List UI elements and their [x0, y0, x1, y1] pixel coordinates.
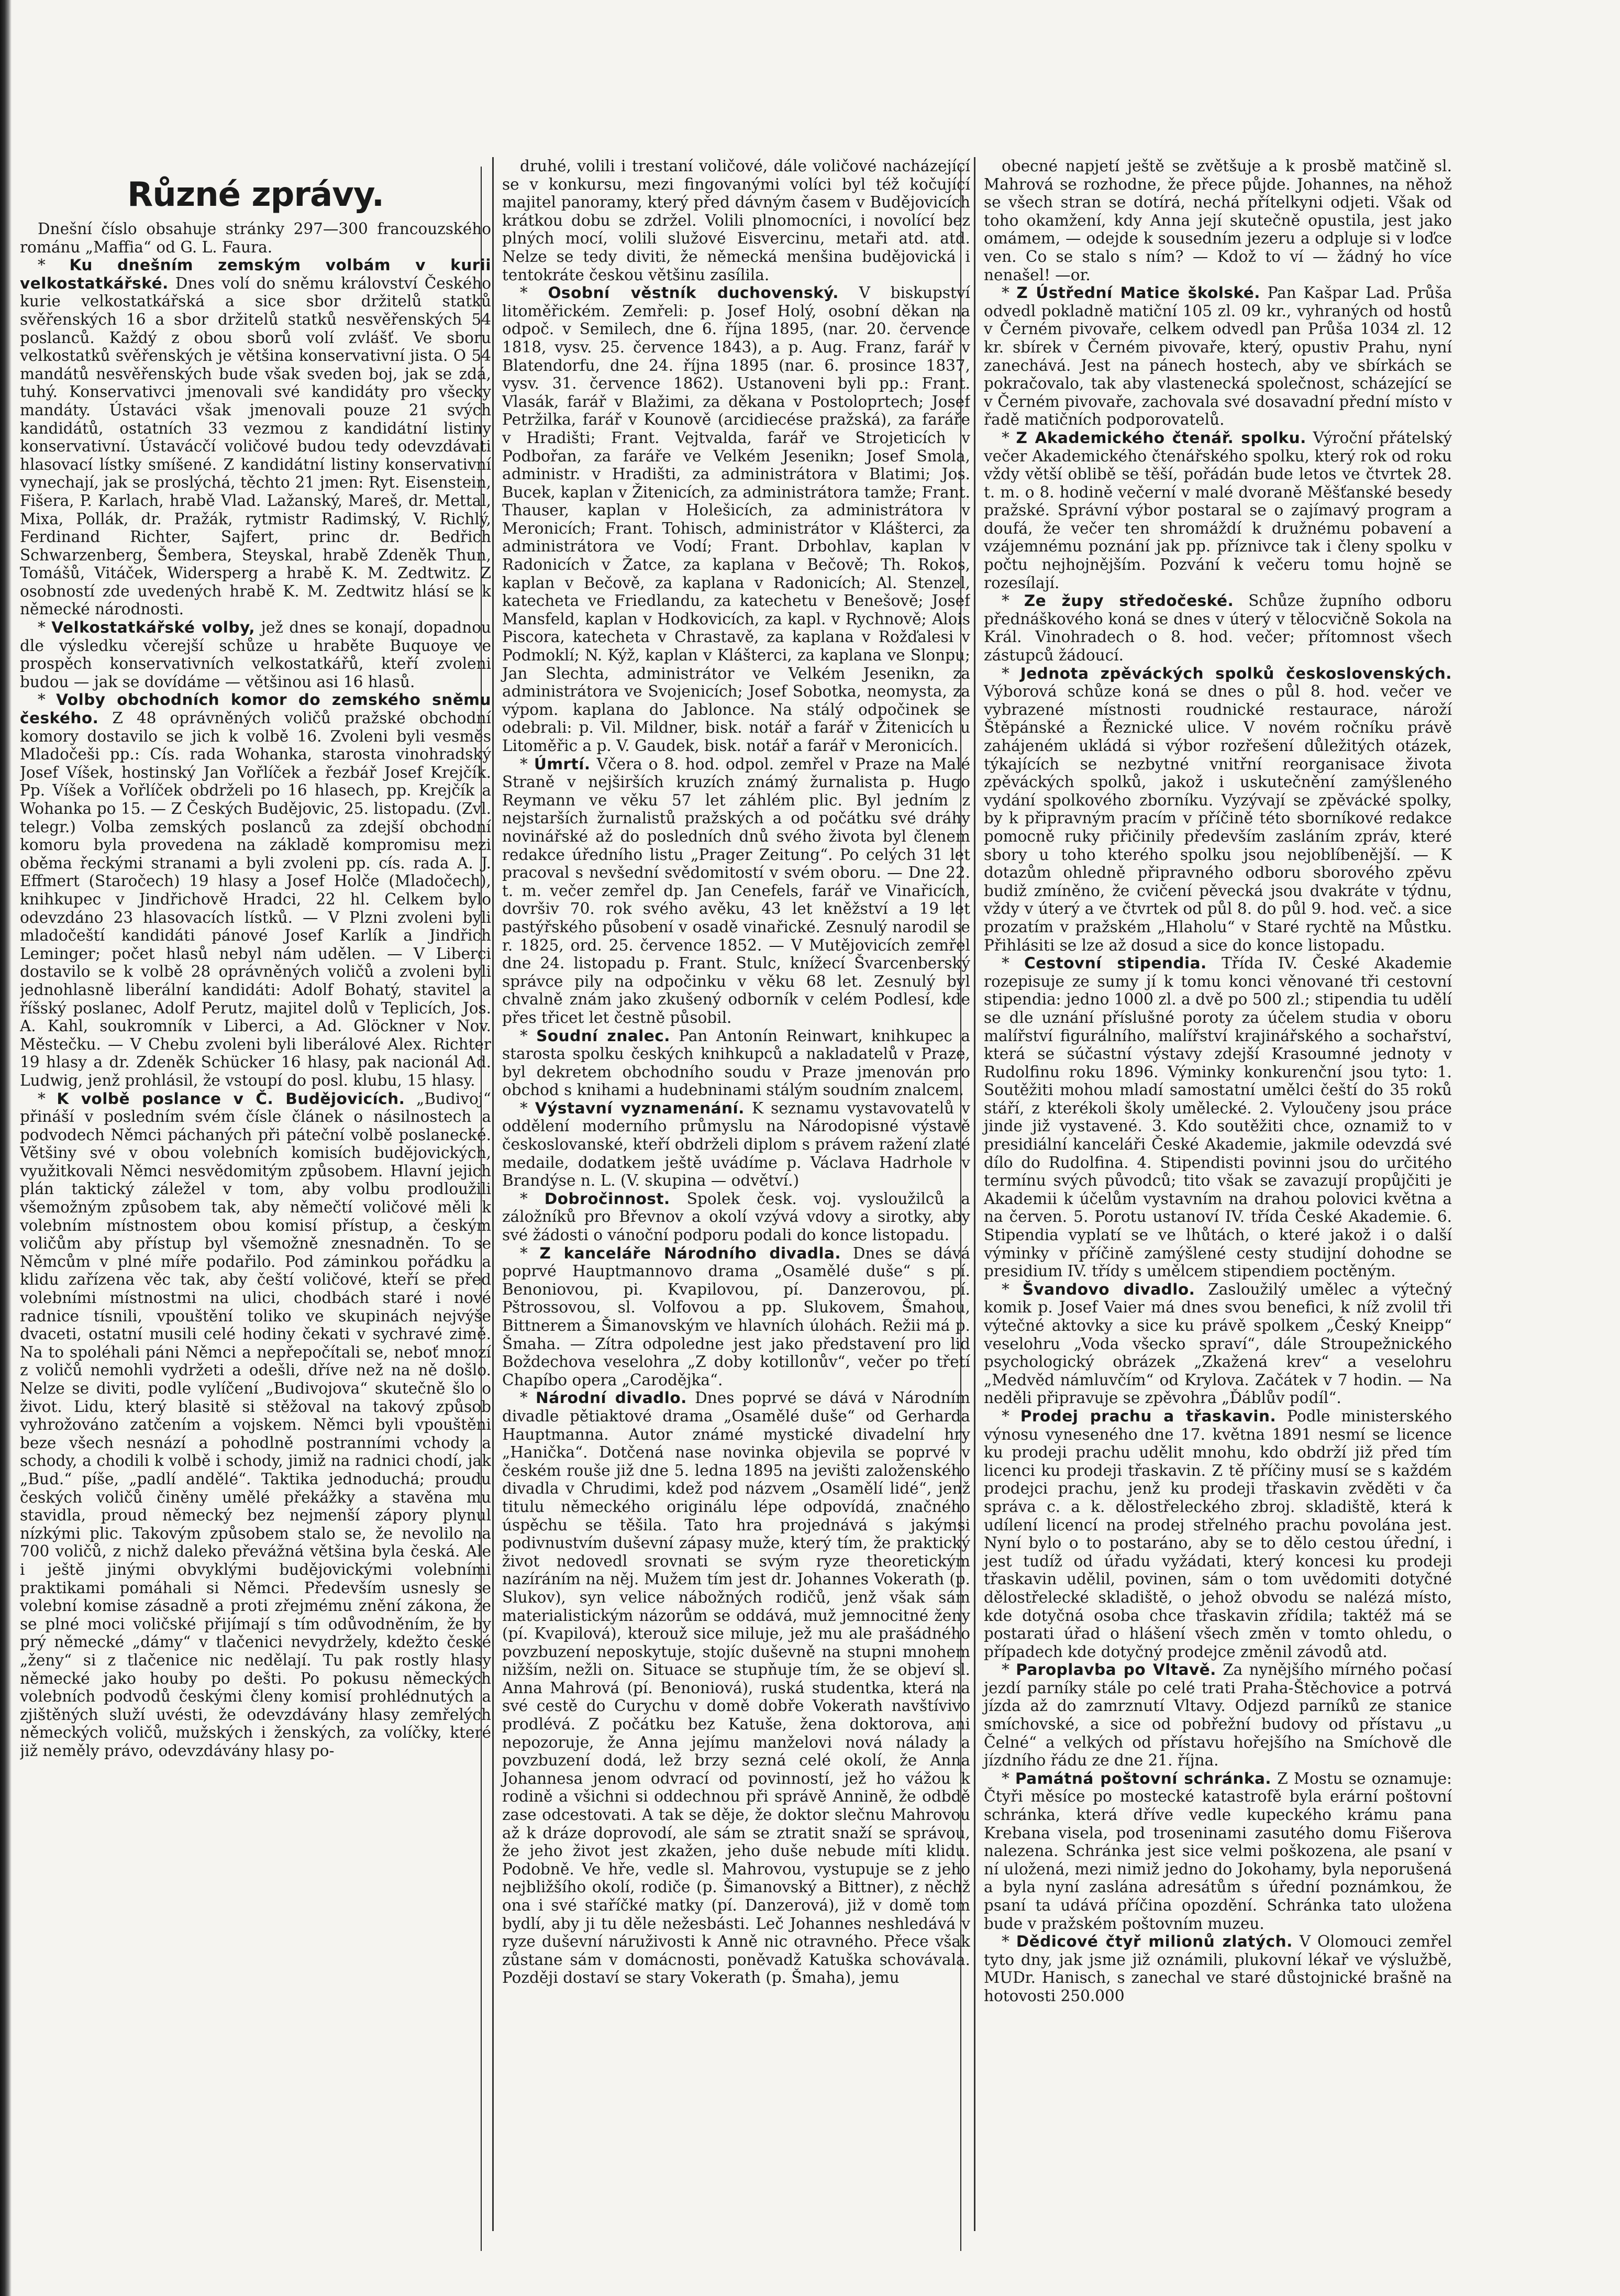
- news-item-text: jež dnes se konají, dopadnou dle výsledku včerejší schůze u hraběte Buquoye ve prospěch konservativních velkostatkářů, kteří zvoleni budou — jak se dovídáme — většinou asi 16 hlasů.: [20, 619, 491, 691]
- news-item-heading: Památná poštovní schránka.: [1015, 1769, 1272, 1787]
- news-item-heading: Paroplavba po Vltavě.: [1016, 1661, 1216, 1679]
- news-item-heading: Volby obchodních komor do zemského sněmu českého.: [20, 691, 491, 727]
- news-item-text: Za nynějšího mírného počasí jezdí parníky stále po celé trati Praha-Štěchovice a potrvá jízda až do zamrznutí Vltavy. Odjezd parníků ze stanice smíchovské, a sice od pobřežní budovy od přístavu „u Čelné“ a velkých od přístavu hořejšího na Smíchově dle jízdního řádu ze dne 21. října.: [984, 1661, 1452, 1770]
- news-item-text: Pan Antonín Reinwart, knihkupec a starosta spolku českých knihkupců a nakladatelů v Praze, byl dekretem obchodního soudu v Praze jmenován pro obchod s knihami a hudebninami stálým soudním znalcem.: [502, 1026, 970, 1099]
- news-item-heading: Osobní věstník duchovenský.: [548, 284, 839, 302]
- news-item-heading: Švandovo divadlo.: [1022, 1280, 1195, 1298]
- news-item: * Ku dnešním zemským volbám v kurii velkostatkářské. Dnes volí do sněmu království Českého kurie velkostatkářská a sice sbor držitelů statků svěřenských 16 a sbor držitelů statků nesvěřenských 54 poslanců. Každý z obou sborů volí zvlášť. Ve sboru velkostatků svěřenských je většina konservativní jista. O 54 mandátů nesvěřenských bude však sveden boj, jak se zdá, tuhý. Konservativci jmenovali své kandidáty pro všecky mandáty. Ústaváci však jmenovali pouze 21 svých kandidátů, ostatních 33 vezmou z kandidátní listiny konservativní. Ústavácčí voličové budou tedy odevzdávati hlasovací lístky smíšené. Z kandidátní listiny konservativní vynechají, jak se proslýchá, těchto 21 jmen: Ryt. Eisenstein, Fišera, P. Karlach, hrabě Vlad. Lažanský, Mareš, dr. Mettal, Mixa, Pollák, dr. Pražák, rytmistr Radimský, V. Richlý, Ferdinand Richter, Sajfert, princ dr. Bedřich Schwarzenberg, Šembera, Steyskal, hrabě Zdeněk Thun, Tomášů, Vitáček, Widersperg a hrabě K. M. Zedtwitz. Z osobností zde uvedených hrabě K. M. Zedtwitz hlásí se k německé národnosti.: [20, 256, 491, 619]
- news-item-text: Výroční přátelský večer Akademického čtenářského spolku, který rok od roku vždy větší oblibě se těší, pořádán bude letos ve čtvrtek 28. t. m. o 8. hodině večerní v malé dvoraně Měšťanské besedy pražské. Správní výbor postaral se o zajímavý program a doufá, že večer ten shromáždí k družnému pobavení a vzájemnému poznání jak pp. příznivce tak i členy spolku v počtu nejhojnějším. Pozvání k večeru tomu hojně se rozesílají.: [984, 428, 1452, 592]
- news-item: * Soudní znalec. Pan Antonín Reinwart, knihkupec a starosta spolku českých knihkupců a nakladatelů v Praze, byl dekretem obchodního soudu v Praze jmenován pro obchod s knihami a hudebninami stálým soudním znalcem.: [502, 1026, 970, 1099]
- news-item-heading: Národní divadlo.: [536, 1389, 687, 1407]
- news-item-text: Spolek česk. voj. vysloužilců a záložníků pro Břevnov a okolí vzývá vdovy a sirotky, aby své žádosti o vánoční podporu podali do konce listopadu.: [502, 1189, 970, 1244]
- news-item: * Dědicové čtyř milionů zlatých. V Olomouci zemřel tyto dny, jak jsme již oznámili, plukovní lékař ve výslužbě, MUDr. Hanisch, s zanechal ve staré důstojnické brašně na hotovosti 250.000: [984, 1933, 1452, 2005]
- news-item-text: Dnešní číslo obsahuje stránky 297—300 francouzského románu „Maffia“ od G. L. Faura.: [20, 220, 491, 256]
- column-3-articles: [984, 157, 1452, 2005]
- news-item: * Prodej prachu a třaskavin. Podle ministerského výnosu vyneseného dne 17. května 1891 nesmí se licence ku prodeji prachu udělit mnohu, kdo obdrží již před tím licenci ku prodeji třaskavin. Z tě příčiny musí se s každém prodejci prachu, jenž ku prodeji třaskavin zvěděti v ča správa c. a k. dělostřeleckého zbroj. skladiště, která k udílení licencí na prodej střelného prachu povolána jest. Nyní bylo o to postaráno, aby se to dělo cestou úřední, i jest tudíž od úřadu vyžádati, který koncesi ku prodeji třaskavin udělil, povinen, sám o tom uvědomiti dotyčné dělostřelecké skladiště, o jehož obvodu se nalézá místo, kde dotyčná osoba chce třaskavin zřídila; taktéž má se postarati úřad o hlášení všech změn v tomto ohledu, o případech kde dotyčný prodejce změnil závodů atd.: [984, 1407, 1452, 1661]
- news-item-heading: Velkostatkářské volby,: [51, 619, 256, 637]
- news-item-text: druhé, volili i trestaní voličové, dále voličové nacházející se v konkursu, mezi fingovanými volíci byl též kočující majitel panoramy, který před dávným časem v Budějovicích krátkou dobu se zdržel. Volili plnomocníci, i novolící bez plných mocí, volili služové Eisvercinu, metaři atd. atd. Nelze se tedy diviti, že německá menšina budějovická i tentokráte českou většinu zasílila.: [502, 157, 970, 284]
- news-item-heading: Soudní znalec.: [536, 1026, 670, 1045]
- news-item-text: K seznamu vystavovatelů v oddělení moderního průmyslu na Národopisné výstavě českoslovanské, kteří obdrželi diplom s právem ražení zlaté medaile, dodatkem ještě uvádíme p. Václava Hadrhole v Brandýse n. L. (V. skupina — odvětví.): [502, 1099, 970, 1190]
- news-item: * Ze župy středočeské. Schůze župního odboru přednáškového koná se dnes v úterý v tělocvičně Sokola na Král. Vinohradech o 8. hod. večer; přítomnost všech zástupců žádoucí.: [984, 592, 1452, 665]
- news-item: * Paroplavba po Vltavě. Za nynějšího mírného počasí jezdí parníky stále po celé trati Praha-Štěchovice a potrvá jízda až do zamrznutí Vltavy. Odjezd parníků ze stanice smíchovské, a sice od pobřežní budovy od přístavu „u Čelné“ a velkých od přístavu hořejšího na Smíchově dle jízdního řádu ze dne 21. října.: [984, 1661, 1452, 1770]
- news-item: * Úmrtí. Včera o 8. hod. odpol. zemřel v Praze na Malé Straně v nejširších kruzích známý žurnalista p. Hugo Reymann ve věku 57 let záhlém plic. Byl jedním z nejstarších žurnalistů pražských a od počátku své dráhy novinářské až do posledních dnů svého života byl členem redakce úředního listu „Prager Zeitung“. Po celých 31 let pracoval s nevšední svědomitostí v svém oboru. — Dne 22. t. m. večer zemřel dp. Jan Cenefels, farář ve Vinařicích, dovršiv 70. rok svého avěku, 43 let kněžství a 19 let pastýřského působení v osadě vinařické. Zesnulý narodil se r. 1825, ord. 25. července 1852. — V Mutějovicích zemřel dne 24. listopadu p. Frant. Stulc, knížecí Švarcenberský správce pily na odpočinku v věku 68 let. Zesnulý byl chvalně znám jako zkušený odborník v celém Podlesí, kde přes třicet let čestně působil.: [502, 755, 970, 1026]
- news-item-text: Schůze župního odboru přednáškového koná se dnes v úterý v tělocvičně Sokola na Král. Vinohradech o 8. hod. večer; přítomnost všech zástupců žádoucí.: [984, 592, 1452, 665]
- news-item-heading: Z Ústřední Matice školské.: [1016, 284, 1260, 302]
- news-item: * Cestovní stipendia. Třída IV. České Akademie rozepisuje ze sumy jí k tomu konci věnované tři cestovní stipendia: jedno 1000 zl. a dvě po 500 zl.; stipendia tu udělí se dle uznání příslušné poroty za účelem studia v oboru malířství figurálního, malířství krajinářského a sochařství, která se súčastní výstavy zdejší Krasoumné jednoty v Rudolfinu roku 1896. Výminky konkurenční jsou tyto: 1. Soutěžiti mohou mladí samostatní umělci čeští do 35 roků stáří, z kterékoli školy umělecké. 2. Vyloučeny jsou práce jinde již vystavené. 3. Kdo soutěžiti chce, oznamiž to v presidiální kanceláři České Akademie, jakmile odevzdá své dílo do Rudolfina. 4. Stipendisti povinni jsou do určitého termínu svých původců; tito však se zavazují propůjčiti je Akademii k účelům vystavním na drahou polovici května a na červen. 5. Porotu ustanoví IV. třída České Akademie. 6. Stipendia vyplatí se ve lhůtách, o které jakož i o další výminky v příčině zamýšlené cesty studijní dohodne se presidium IV. třídy s umělcem stipendiem poctěným.: [984, 954, 1452, 1281]
- news-item-text: Z Mostu se oznamuje: Čtyři měsíce po mostecké katastrofě byla erární poštovní schránka, která dříve vedle kupeckého krámu pana Krebana visela, pod troseninami zasutého domu Fišerova nalezena. Schránka jest sice velmi poškozena, ale psaní v ní uložená, mezi nimiž jedno do Jokohamy, byla neporušená a byla nyní zaslána adresátům s úřední poznámkou, že psaní ta udává příčina opozdění. Schránka tato uložena bude v pražském poštovním muzeu.: [984, 1769, 1452, 1933]
- news-item-text: Pan Kašpar Lad. Průša odvedl pokladně matiční 105 zl. 09 kr., vyhraných od hostů v Černém pivovaře, celkem odvedl pan Průša 1034 zl. 12 kr. sbírek v Černém pivovaře, který, opustiv Prahu, nyní zanechává. Jest na pánech hostech, aby ve sbírkách se pokračovalo, tak aby vlastenecká společnost, scházející se v Černém pivovaře, zachovala své dosavadní přední místo v řadě matičních podporovatelů.: [984, 284, 1452, 429]
- news-item-heading: Výstavní vyznamenání.: [535, 1099, 745, 1117]
- section-title: Různé zprávy.: [127, 175, 384, 214]
- news-item-text: Třída IV. České Akademie rozepisuje ze sumy jí k tomu konci věnované tři cestovní stipendia: jedno 1000 zl. a dvě po 500 zl.; stipendia tu udělí se dle uznání příslušné poroty za účelem studia v oboru malířství figurálního, malířství krajinářského a sochařství, která se súčastní výstavy zdejší Krasoumné jednoty v Rudolfinu roku 1896. Výminky konkurenční jsou tyto: 1. Soutěžiti mohou mladí samostatní umělci čeští do 35 roků stáří, z kterékoli školy umělecké. 2. Vyloučeny jsou práce jinde již vystavené. 3. Kdo soutěžiti chce, oznamiž to v presidiální kanceláři České Akademie, jakmile odevzdá své dílo do Rudolfina. 4. Stipendisti povinni jsou do určitého termínu svých původců; tito však se zavazují propůjčiti je Akademii k účelům vystavním na drahou polovici května a na červen. 5. Porotu ustanoví IV. třída České Akademie. 6. Stipendia vyplatí se ve lhůtách, o které jakož i o další výminky v příčině zamýšlené cesty studijní dohodne se presidium IV. třídy s umělcem stipendiem poctěným.: [984, 954, 1452, 1281]
- news-item-heading: Ku dnešním zemským volbám v kurii velkostatkářské.: [20, 256, 491, 292]
- news-item-text: „Budivoj“ přináší v posledním svém čísle článek o násilnostech a podvodech Němci páchaných při páteční volbě poslanecké. Většiny své v obou volebních komisích budějovických, využitkovali Němci nesvědomitým způsobem. Hlavní jejich plán taktický záležel v tom, aby volbu prodloužili všemožným způsobem tak, aby němečtí voličové měli k volebním místnostem obou komisí přístup, a českým voličům aby přístup byl všemožně znesnadněn. To se Němcům v plné míře podařilo. Pod záminkou pořádku a klidu zařízena věc tak, aby čeští voličové, kteří se před volebními místnostmi na ulici, chodbách staré i nové radnice tísnili, vpouštění toliko ve skupinách nejvýše dvaceti, ostatní musili celé hodiny čekati v sychravé zimě. Na to spoléhali páni Němci a nepřepočítali se, neboť mnozí z voličů nemohli vydržeti a odešli, dříve než na ně došlo. Nelze se diviti, podle vylíčení „Budivojova“ skutečně šlo o život. Lidu, který blasitě si stěžoval na takový způsob vyhrožováno zatčením a vojskem. Němci byli vpouštěni beze všech nesnází a pohodlně postranními vchody a schody, a chodili k volbě i schody, jimiž na radnici chodí, jak „Bud.“ píše, „padlí andělé“. Taktika jednoduchá; proudu českých voličů činěny umělé překážky a stavěna mu stavidla, proud německý bez nejmenší zápory plynul nízkými plic. Takovým způsobem stalo se, že nevolilo na 700 voličů, z nichž daleko převážná většina byla česká. Ale i ještě jinými obvyklými budějovickými volebními praktikami pomáhali si Němci. Především usnesly se volební komise zásadně a proti zřejmému znění zákona, že se plné moci voličské přijímají s tím odůvodněním, že by prý německé „dámy“ v tlačenici nevydržely, kdežto české „ženy“ si z tlačenice nic nedělají. Tu pak rostly hlasy německé jako houby po dešti. Po pokusu německých volebních podvodů českými členy komisí prohlédnutých a zjištěných služí uvésti, že odevzdávány hlasy zemřelých německých voličů, mužských i ženských, za volíčky, které již neměly právo, odevzdávány hlasy po-: [20, 1089, 491, 1760]
- news-item-text: Dnes poprvé se dává v Národním divadle pětiaktové drama „Osamělé duše“ od Gerharda Hauptmanna. Autor známé mystické divadelní hry „Hanička“. Dotčená nase novinka objevila se poprvé v českém rouše již dne 5. ledna 1895 na jevišti založenského divadla v Chrudimi, kdež pod názvem „Osamělí lidé“, jenž titulu německého originálu lépe odpovídá, značného úspěchu se těšila. Tato hra projednává s jakýmsi podivnustvím duševní zápasy muže, který tím, že praktický život nedovedl srovnati se svým ryze theoretickým nazíráním na něj. Mužem tím jest dr. Johannes Vokerath (p. Slukov), syn velice nábožných rodičů, jenž však sám materialistickým názorům se oddává, muž jemnocitné ženy (pí. Kvapilová), kterouž sice miluje, jež mu ale prašádného povzbuzení neposkytuje, stojíc duševně na stupni mnohem nižším, nežli on. Situace se stupňuje tím, že se objeví sl. Anna Mahrová (pí. Benoniová), ruská studentka, která na své cestě do Curychu v domě dobře Vokerath navštívivo prodlévá. Z počátku bez Katuše, žena doktorova, ani nepozoruje, že Anna jejímu manželovi nová nálady a povzbuzení dodá, lež brzy sezná celé okolí, že Anna Johannesa jenom odvrací od povinností, jež ho vážou k rodině a všichni si oddechnou při správě Annině, že odbdě zase odcestovati. A tak se děje, že doktor slečnu Mahrovou až k dráze doprovodí, ale sám se ztratit snaží se správou, že jeho život jest zkažen, jeho duše nebude míti klidu. Podobně. Ve hře, vedle sl. Mahrovou, vystupuje se z jeho nejbližšího okolí, rodiče (p. Šimanovský a Bittner), z něchž ona i své staříčké matky (pí. Danzerová), již v domě tom bydlí, aby ji tu děle nežesbásti. Leč Johannes neshledává v ryze duševní náruživosti k Anně nic otravného. Přece však zůstane sám v domácnosti, poněvadž Katuška schovávala. Později dostaví se stary Vokerath (p. Šmaha), jemu: [502, 1389, 970, 1987]
- news-item-text: Dnes volí do sněmu království Českého kurie velkostatkářská a sice sbor držitelů statků svěřenských 16 a sbor držitelů statků nesvěřenských 54 poslanců. Každý z obou sborů volí zvlášť. Ve sboru velkostatků svěřenských je většina konservativní jista. O 54 mandátů nesvěřenských bude však sveden boj, jak se zdá, tuhý. Konservativci jmenovali své kandidáty pro všecky mandáty. Ústaváci však jmenovali pouze 21 svých kandidátů, ostatních 33 vezmou z kandidátní listiny konservativní. Ústavácčí voličové budou tedy odevzdávati hlasovací lístky smíšené. Z kandidátní listiny konservativní vynechají, jak se proslýchá, těchto 21 jmen: Ryt. Eisenstein, Fišera, P. Karlach, hrabě Vlad. Lažanský, Mareš, dr. Mettal, Mixa, Pollák, dr. Pražák, rytmistr Radimský, V. Richlý, Ferdinand Richter, Sajfert, princ dr. Bedřich Schwarzenberg, Šembera, Steyskal, hrabě Zdeněk Thun, Tomášů, Vitáček, Widersperg a hrabě K. M. Zedtwitz. Z osobností zde uvedených hrabě K. M. Zedtwitz hlásí se k německé národnosti.: [20, 274, 491, 619]
- news-item-heading: K volbě poslance v Č. Budějovicích.: [57, 1089, 405, 1108]
- news-item: * Z Ústřední Matice školské. Pan Kašpar Lad. Průša odvedl pokladně matiční 105 zl. 09 kr., vyhraných od hostů v Černém pivovaře, celkem odvedl pan Průša 1034 zl. 12 kr. sbírek v Černém pivovaře, který, opustiv Prahu, nyní zanechává. Jest na pánech hostech, aby ve sbírkách se pokračovalo, tak aby vlastenecká společnost, scházející se v Černém pivovaře, zachovala své dosavadní přední místo v řadě matičních podporovatelů.: [984, 284, 1452, 429]
- column-3: [974, 157, 1452, 2231]
- news-item: * Národní divadlo. Dnes poprvé se dává v Národním divadle pětiaktové drama „Osamělé duše“ od Gerharda Hauptmanna. Autor známé mystické divadelní hry „Hanička“. Dotčená nase novinka objevila se poprvé v českém rouše již dne 5. ledna 1895 na jevišti založenského divadla v Chrudimi, kdež pod názvem „Osamělí lidé“, jenž titulu německého originálu lépe odpovídá, značného úspěchu se těšila. Tato hra projednává s jakýmsi podivnustvím duševní zápasy muže, který tím, že praktický život nedovedl srovnati se svým ryze theoretickým nazíráním na něj. Mužem tím jest dr. Johannes Vokerath (p. Slukov), syn velice nábožných rodičů, jenž však sám materialistickým názorům se oddává, muž jemnocitné ženy (pí. Kvapilová), kterouž sice miluje, jež mu ale prašádného povzbuzení neposkytuje, stojíc duševně na stupni mnohem nižším, nežli on. Situace se stupňuje tím, že se objeví sl. Anna Mahrová (pí. Benoniová), ruská studentka, která na své cestě do Curychu v domě dobře Vokerath navštívivo prodlévá. Z počátku bez Katuše, žena doktorova, ani nepozoruje, že Anna jejímu manželovi nová nálady a povzbuzení dodá, lež brzy sezná celé okolí, že Anna Johannesa jenom odvrací od povinností, jež ho vážou k rodině a všichni si oddechnou při správě Annině, že odbdě zase odcestovati. A tak se děje, že doktor slečnu Mahrovou až k dráze doprovodí, ale sám se ztratit snaží se správou, že jeho život jest zkažen, jeho duše nebude míti klidu. Podobně. Ve hře, vedle sl. Mahrovou, vystupuje se z jeho nejbližšího okolí, rodiče (p. Šimanovský a Bittner), z něchž ona i své staříčké matky (pí. Danzerová), již v domě tom bydlí, aby ji tu děle nežesbásti. Leč Johannes neshledává v ryze duševní náruživosti k Anně nic otravného. Přece však zůstane sám v domácnosti, poněvadž Katuška schovávala. Později dostaví se stary Vokerath (p. Šmaha), jemu: [502, 1389, 970, 1987]
- news-item: * K volbě poslance v Č. Budějovicích. „Budivoj“ přináší v posledním svém čísle článek o násilnostech a podvodech Němci páchaných při páteční volbě poslanecké. Většiny své v obou volebních komisích budějovických, využitkovali Němci nesvědomitým způsobem. Hlavní jejich plán taktický záležel v tom, aby volbu prodloužili všemožným způsobem tak, aby němečtí voličové měli k volebním místnostem obou komisí přístup, a českým voličům aby přístup byl všemožně znesnadněn. To se Němcům v plné míře podařilo. Pod záminkou pořádku a klidu zařízena věc tak, aby čeští voličové, kteří se před volebními místnostmi na ulici, chodbách staré i nové radnice tísnili, vpouštění toliko ve skupinách nejvýše dvaceti, ostatní musili celé hodiny čekati v sychravé zimě. Na to spoléhali páni Němci a nepřepočítali se, neboť mnozí z voličů nemohli vydržeti a odešli, dříve než na ně došlo. Nelze se diviti, podle vylíčení „Budivojova“ skutečně šlo o život. Lidu, který blasitě si stěžoval na takový způsob vyhrožováno zatčením a vojskem. Němci byli vpouštěni beze všech nesnází a pohodlně postranními vchody a schody, a chodili k volbě i schody, jimiž na radnici chodí, jak „Bud.“ píše, „padlí andělé“. Taktika jednoduchá; proudu českých voličů činěny umělé překážky a stavěna mu stavidla, proud německý bez nejmenší zápory plynul nízkými plic. Takovým způsobem stalo se, že nevolilo na 700 voličů, z nichž daleko převážná většina byla česká. Ale i ještě jinými obvyklými budějovickými volebními praktikami pomáhali si Němci. Především usnesly se volební komise zásadně a proti zřejmému znění zákona, že se plné moci voličské přijímají s tím odůvodněním, že by prý německé „dámy“ v tlačenici nevydržely, kdežto české „ženy“ si z tlačenice nic nedělají. Tu pak rostly hlasy německé jako houby po dešti. Po pokusu německých volebních podvodů českými členy komisí prohlédnutých a zjištěných služí uvésti, že odevzdávány hlasy zemřelých německých voličů, mužských i ženských, za volíčky, které již neměly právo, odevzdávány hlasy po-: [20, 1089, 491, 1760]
- news-item: * Volby obchodních komor do zemského sněmu českého. Z 48 oprávněných voličů pražské obchodní komory dostavilo se jich k volbě 16. Zvoleni byli vesměs Mladočeši pp.: Cís. rada Wohanka, starosta vinohradský Josef Víšek, hostinský Jan Vořlíček a řezbář Josef Krejčík. Pp. Víšek a Vořlíček obdrželi po 16 hlasech, pp. Krejčík a Wohanka po 15. — Z Českých Budějovic, 25. listopadu. (Zvl. telegr.) Volba zemských poslanců za zdejší obchodní komoru byla provedena na základě kompromisu mezi oběma řeckými stranami a byli zvoleni pp. cís. rada A. J. Effmert (Staročech) 19 hlasy a Josef Holče (Mladočech), knihkupec v Jindřichově Hradci, 22 hl. Celkem bylo odevzdáno 23 hlasovacích lístků. — V Plzni zvoleni byli mladočeští kandidáti pánové Josef Karlík a Jindřich Leminger; počet hlasů nebyl nám udělen. — V Liberci dostavilo se k volbě 28 oprávněných voličů a zvoleni byli jednohlasně liberální kandidáti: Adolf Bohatý, stavitel a říšský poslanec, Adolf Perutz, majitel dolů v Teplicích, Jos. A. Kahl, soukromník v Liberci, a Ad. Glöckner v Nov. Městečku. — V Chebu zvoleni byli liberálové Alex. Richter 19 hlasy a dr. Zdeněk Schücker 16 hlasy, pak nacionál Ad. Ludwig, jenž prohlásil, že vstoupí do posl. klubu, 15 hlasy.: [20, 691, 491, 1089]
- news-item-heading: Úmrtí.: [534, 755, 591, 773]
- news-item: [984, 157, 1452, 284]
- news-item-text: Výborová schůze koná se dnes o půl 8. hod. večer ve vybrazené místnosti roudnické restaurace, nároží Štěpánské a Řeznické ulice. V novém ročníku právě zahájeném ukládá si výbor rozřešení důležitých otázek, týkajících se nezbytné vnitřní reorganisace života zpěváckých spolků, jakož i uskutečnění zamýšleného vydání spolkového zborníku. Vyzývají se zpěvácké spolky, by k připravným pracím v příčině této sborníkové redakce pomocně ruky přičinily především zasláním zpráv, které sbory u toho kterého spolku jsou nejoblíbenější. — K dotazům ohledně připravného odboru sborového zpěvu budiž zmíněno, že cvičení pěvecká jsou dvakráte v týdnu, vždy v úterý a ve čtvrtek od půl 8. do půl 9. hod. več. a sice prozatím v pražském „Hlaholu“ v Staré rychtě na Můstku. Přihlásiti se lze až dosud a sice do konce listopadu.: [984, 682, 1452, 954]
- news-item-heading: Z Akademického čtenář. spolku.: [1016, 428, 1306, 447]
- news-item-heading: Dobročinnost.: [544, 1189, 670, 1208]
- news-item: [20, 220, 491, 256]
- news-item: * Velkostatkářské volby, jež dnes se konají, dopadnou dle výsledku včerejší schůze u hraběte Buquoye ve prospěch konservativních velkostatkářů, kteří zvoleni budou — jak se dovídáme — většinou asi 16 hlasů.: [20, 619, 491, 691]
- scan-binding-edge: [0, 0, 12, 2296]
- news-item: * Z kanceláře Národního divadla. Dnes se dává poprvé Hauptmannovo drama „Osamělé duše“ s pí. Benoniovou, pi. Kvapilovou, pí. Danzerovou, pí. Pštrossovou, sl. Volfovou a pp. Slukovem, Šmahou, Bittnerem a Šimanovským ve hlavních úlohách. Režii má p. Šmaha. — Zítra odpoledne jest jako představení pro lid Boždechova veselohra „Z doby kotillonův“, večer po třetí Chapíbo opera „Carodějka“.: [502, 1244, 970, 1389]
- news-item: * Osobní věstník duchovenský. V biskupství litoměřickém. Zemřeli: p. Josef Holý, osobní děkan na odpoč. v Semilech, dne 6. října 1895, (nar. 20. července 1818, vysv. 25. července 1843), a p. Aug. Franz, farář v Blatendorfu, dne 24. října 1895 (nar. 6. prosince 1837, vysv. 31. července 1862). Ustanoveni byli pp.: Frant. Vlasák, farář v Blažimi, za děkana v Postoloprtech; Josef Petržilka, farář v Kounově (arcidiecése pražská), za faráře v Hradišti; Frant. Vejtvalda, farář ve Strojeticích v Podbořan, za faráře ve Velkém Jesenikn; Josef Smola, administr. v Hradišti, za administrátora v Blatimi; Jos. Bucek, kaplan v Žitenicích, za administrátora tamže; Frant. Thauser, kaplan v Holešicích, za administrátora v Meronicích; Frant. Tohisch, administrátor v Klášterci, za administrátora ve Vodí; Frant. Drbohlav, kaplan v Radonicích v Žatce, za kaplana v Bečově; Th. Rokos, kaplan v Bečově, za kaplana v Radonicích; Al. Stenzel, katecheta ve Friedlandu, za katechetu v Benešově; Josef Mansfeld, kaplan v Hodkovicích, za kapl. v Rychnově; Alois Piscora, katecheta v Chrastavě, za kaplana v Rožďalesi v Podmoklí; N. Kýž, kaplan v Klášterci, za kaplana ve Slonpu; Jan Slechta, administrátor ve Velkém Jesenikn, za administrátora ve Svojenicích; Josef Sobotka, neomysta, za výpom. kaplana do Jablonce. Na stálý odpočinek se odebrali: p. Vil. Mildner, bisk. notář a farář v Žitenicích u Litoměřic a p. V. Gaudek, bisk. notář a farář v Meronicích.: [502, 284, 970, 755]
- news-item-text: V biskupství litoměřickém. Zemřeli: p. Josef Holý, osobní děkan na odpoč. v Semilech, dne 6. října 1895, (nar. 20. července 1818, vysv. 25. července 1843), a p. Aug. Franz, farář v Blatendorfu, dne 24. října 1895 (nar. 6. prosince 1837, vysv. 31. července 1862). Ustanoveni byli pp.: Frant. Vlasák, farář v Blažimi, za děkana v Postoloprtech; Josef Petržilka, farář v Kounově (arcidiecése pražská), za faráře v Hradišti; Frant. Vejtvalda, farář ve Strojeticích v Podbořan, za faráře ve Velkém Jesenikn; Josef Smola, administr. v Hradišti, za administrátora v Blatimi; Jos. Bucek, kaplan v Žitenicích, za administrátora tamže; Frant. Thauser, kaplan v Holešicích, za administrátora v Meronicích; Frant. Tohisch, administrátor v Klášterci, za administrátora ve Vodí; Frant. Drbohlav, kaplan v Radonicích v Žatce, za kaplana v Bečově; Th. Rokos, kaplan v Bečově, za kaplana v Radonicích; Al. Stenzel, katecheta ve Friedlandu, za katechetu v Benešově; Josef Mansfeld, kaplan v Hodkovicích, za kapl. v Rychnově; Alois Piscora, katecheta v Chrastavě, za kaplana v Rožďalesi v Podmoklí; N. Kýž, kaplan v Klášterci, za kaplana ve Slonpu; Jan Slechta, administrátor ve Velkém Jesenikn, za administrátora ve Svojenicích; Josef Sobotka, neomysta, za výpom. kaplana do Jablonce. Na stálý odpočinek se odebrali: p. Vil. Mildner, bisk. notář a farář v Žitenicích u Litoměřic a p. V. Gaudek, bisk. notář a farář v Meronicích.: [502, 284, 970, 755]
- column-1: [20, 157, 491, 2231]
- news-item-heading: Z kanceláře Národního divadla.: [539, 1244, 841, 1262]
- news-item: * Výstavní vyznamenání. K seznamu vystavovatelů v oddělení moderního průmyslu na Národopisné výstavě českoslovanské, kteří obdrželi diplom s právem ražení zlaté medaile, dodatkem ještě uvádíme p. Václava Hadrhole v Brandýse n. L. (V. skupina — odvětví.): [502, 1099, 970, 1190]
- news-item-text: Dnes se dává poprvé Hauptmannovo drama „Osamělé duše“ s pí. Benoniovou, pi. Kvapilovou, pí. Danzerovou, pí. Pštrossovou, sl. Volfovou a pp. Slukovem, Šmahou, Bittnerem a Šimanovským ve hlavních úlohách. Režii má p. Šmaha. — Zítra odpoledne jest jako představení pro lid Boždechova veselohra „Z doby kotillonův“, večer po třetí Chapíbo opera „Carodějka“.: [502, 1244, 970, 1389]
- news-item-text: Zasloužilý umělec a výtečný komik p. Josef Vaier má dnes svou benefici, k níž zvolil tři výtečné aktovky a sice ku právě spolkem „Český Kneipp“ veselohru „Voda všecko spraví“, dále Stroupežnického psychologický obrázek „Zkažená krev“ a veselohru „Medvěd námluvčím“ od Krylova. Začátek v 7 hodin. — Na neděli připravuje se zpěvohra „Ďáblův podíl“.: [984, 1280, 1452, 1407]
- news-item-text: Z 48 oprávněných voličů pražské obchodní komory dostavilo se jich k volbě 16. Zvoleni byli vesměs Mladočeši pp.: Cís. rada Wohanka, starosta vinohradský Josef Víšek, hostinský Jan Vořlíček a řezbář Josef Krejčík. Pp. Víšek a Vořlíček obdrželi po 16 hlasech, pp. Krejčík a Wohanka po 15. — Z Českých Budějovic, 25. listopadu. (Zvl. telegr.) Volba zemských poslanců za zdejší obchodní komoru byla provedena na základě kompromisu mezi oběma řeckými stranami a byli zvoleni pp. cís. rada A. J. Effmert (Staročech) 19 hlasy a Josef Holče (Mladočech), knihkupec v Jindřichově Hradci, 22 hl. Celkem bylo odevzdáno 23 hlasovacích lístků. — V Plzni zvoleni byli mladočeští kandidáti pánové Josef Karlík a Jindřich Leminger; počet hlasů nebyl nám udělen. — V Liberci dostavilo se k volbě 28 oprávněných voličů a zvoleni byli jednohlasně liberální kandidáti: Adolf Bohatý, stavitel a říšský poslanec, Adolf Perutz, majitel dolů v Teplicích, Jos. A. Kahl, soukromník v Liberci, a Ad. Glöckner v Nov. Městečku. — V Chebu zvoleni byli liberálové Alex. Richter 19 hlasy a dr. Zdeněk Schücker 16 hlasy, pak nacionál Ad. Ludwig, jenž prohlásil, že vstoupí do posl. klubu, 15 hlasy.: [20, 709, 491, 1089]
- news-item-heading: Ze župy středočeské.: [1024, 592, 1234, 610]
- news-item: * Z Akademického čtenář. spolku. Výroční přátelský večer Akademického čtenářského spolku, který rok od roku vždy větší oblibě se těší, pořádán bude letos ve čtvrtek 28. t. m. o 8. hodině večerní v malé dvoraně Měšťanské besedy pražské. Správní výbor postaral se o zajímavý program a doufá, že večer ten shromáždí k družnému pobavení a vzájemnému poznání jak pp. příznivce tak i členy spolku v počtu nejhojnějším. Pozvání k večeru tomu hojně se rozesílají.: [984, 428, 1452, 592]
- news-item: * Jednota zpěváckých spolků československých. Výborová schůze koná se dnes o půl 8. hod. večer ve vybrazené místnosti roudnické restaurace, nároží Štěpánské a Řeznické ulice. V novém ročníku právě zahájeném ukládá si výbor rozřešení důležitých otázek, týkajících se nezbytné vnitřní reorganisace života zpěváckých spolků, jakož i uskutečnění zamýšleného vydání spolkového zborníku. Vyzývají se zpěvácké spolky, by k připravným pracím v příčině této sborníkové redakce pomocně ruky přičinily především zasláním zpráv, které sbory u toho kterého spolku jsou nejoblíbenější. — K dotazům ohledně připravného odboru sborového zpěvu budiž zmíněno, že cvičení pěvecká jsou dvakráte v týdnu, vždy v úterý a ve čtvrtek od půl 8. do půl 9. hod. več. a sice prozatím v pražském „Hlaholu“ v Staré rychtě na Můstku. Přihlásiti se lze až dosud a sice do konce listopadu.: [984, 664, 1452, 954]
- news-item-text: V Olomouci zemřel tyto dny, jak jsme již oznámili, plukovní lékař ve výslužbě, MUDr. Hanisch, s zanechal ve staré důstojnické brašně na hotovosti 250.000: [984, 1933, 1452, 2005]
- column-2: [492, 157, 970, 2231]
- column-1-articles: [20, 220, 491, 1760]
- news-item: * Dobročinnost. Spolek česk. voj. vysloužilců a záložníků pro Břevnov a okolí vzývá vdovy a sirotky, aby své žádosti o vánoční podporu podali do konce listopadu.: [502, 1189, 970, 1244]
- news-item: * Švandovo divadlo. Zasloužilý umělec a výtečný komik p. Josef Vaier má dnes svou benefici, k níž zvolil tři výtečné aktovky a sice ku právě spolkem „Český Kneipp“ veselohru „Voda všecko spraví“, dále Stroupežnického psychologický obrázek „Zkažená krev“ a veselohru „Medvěd námluvčím“ od Krylova. Začátek v 7 hodin. — Na neděli připravuje se zpěvohra „Ďáblův podíl“.: [984, 1280, 1452, 1407]
- news-item-text: Včera o 8. hod. odpol. zemřel v Praze na Malé Straně v nejširších kruzích známý žurnalista p. Hugo Reymann ve věku 57 let záhlém plic. Byl jedním z nejstarších žurnalistů pražských a od počátku své dráhy novinářské až do posledních dnů svého života byl členem redakce úředního listu „Prager Zeitung“. Po celých 31 let pracoval s nevšední svědomitostí v svém oboru. — Dne 22. t. m. večer zemřel dp. Jan Cenefels, farář ve Vinařicích, dovršiv 70. rok svého avěku, 43 let kněžství a 19 let pastýřského působení v osadě vinařické. Zesnulý narodil se r. 1825, ord. 25. července 1852. — V Mutějovicích zemřel dne 24. listopadu p. Frant. Stulc, knížecí Švarcenberský správce pily na odpočinku v věku 68 let. Zesnulý byl chvalně znám jako zkušený odborník v celém Podlesí, kde přes třicet let čestně působil.: [502, 755, 970, 1026]
- column-2-articles: [502, 157, 970, 1987]
- news-item: [502, 157, 970, 284]
- news-item-heading: Jednota zpěváckých spolků československých.: [1020, 664, 1452, 682]
- news-item: * Památná poštovní schránka. Z Mostu se oznamuje: Čtyři měsíce po mostecké katastrofě byla erární poštovní schránka, která dříve vedle kupeckého krámu pana Krebana visela, pod troseninami zasutého domu Fišerova nalezena. Schránka jest sice velmi poškozena, ale psaní v ní uložená, mezi nimiž jedno do Jokohamy, byla neporušená a byla nyní zaslána adresátům s úřední poznámkou, že psaní ta udává příčina opozdění. Schránka tato uložena bude v pražském poštovním muzeu.: [984, 1769, 1452, 1933]
- news-item-heading: Cestovní stipendia.: [1024, 954, 1207, 973]
- news-item-heading: Dědicové čtyř milionů zlatých.: [1016, 1933, 1293, 1951]
- news-item-heading: Prodej prachu a třaskavin.: [1020, 1407, 1277, 1425]
- news-item-text: Podle ministerského výnosu vyneseného dne 17. května 1891 nesmí se licence ku prodeji prachu udělit mnohu, kdo obdrží již před tím licenci ku prodeji třaskavin. Z tě příčiny musí se s každém prodejci prachu, jenž ku prodeji třaskavin zvěděti v ča správa c. a k. dělostřeleckého zbroj. skladiště, která k udílení licencí na prodej střelného prachu povolána jest. Nyní bylo o to postaráno, aby se to dělo cestou úřední, i jest tudíž od úřadu vyžádati, který koncesi ku prodeji třaskavin udělil, povinen, sám o tom uvědomiti dotyčné dělostřelecké skladiště, o jehož obvodu se nalézá místo, kde dotyčná osoba chce třaskavin zřídila; taktéž má se postarati úřad o hlášení všech změn v tomto ohledu, o případech kde dotyčný prodejce změnil závodů atd.: [984, 1407, 1452, 1661]
- news-item-text: obecné napjetí ještě se zvětšuje a k prosbě matčině sl. Mahrová se rozhodne, že přece půjde. Johannes, na něhož se všech stran se dotírá, nechá přítelkyni odjeti. Však od toho okamžení, kdy Anna její skutečně opustila, jest jako omámem, — odejde k sousedním jezeru a odpluje si v loďce ven. Co se stalo s ním? — Kdož to ví — žádný ho více nenašel! —or.: [984, 157, 1452, 284]
